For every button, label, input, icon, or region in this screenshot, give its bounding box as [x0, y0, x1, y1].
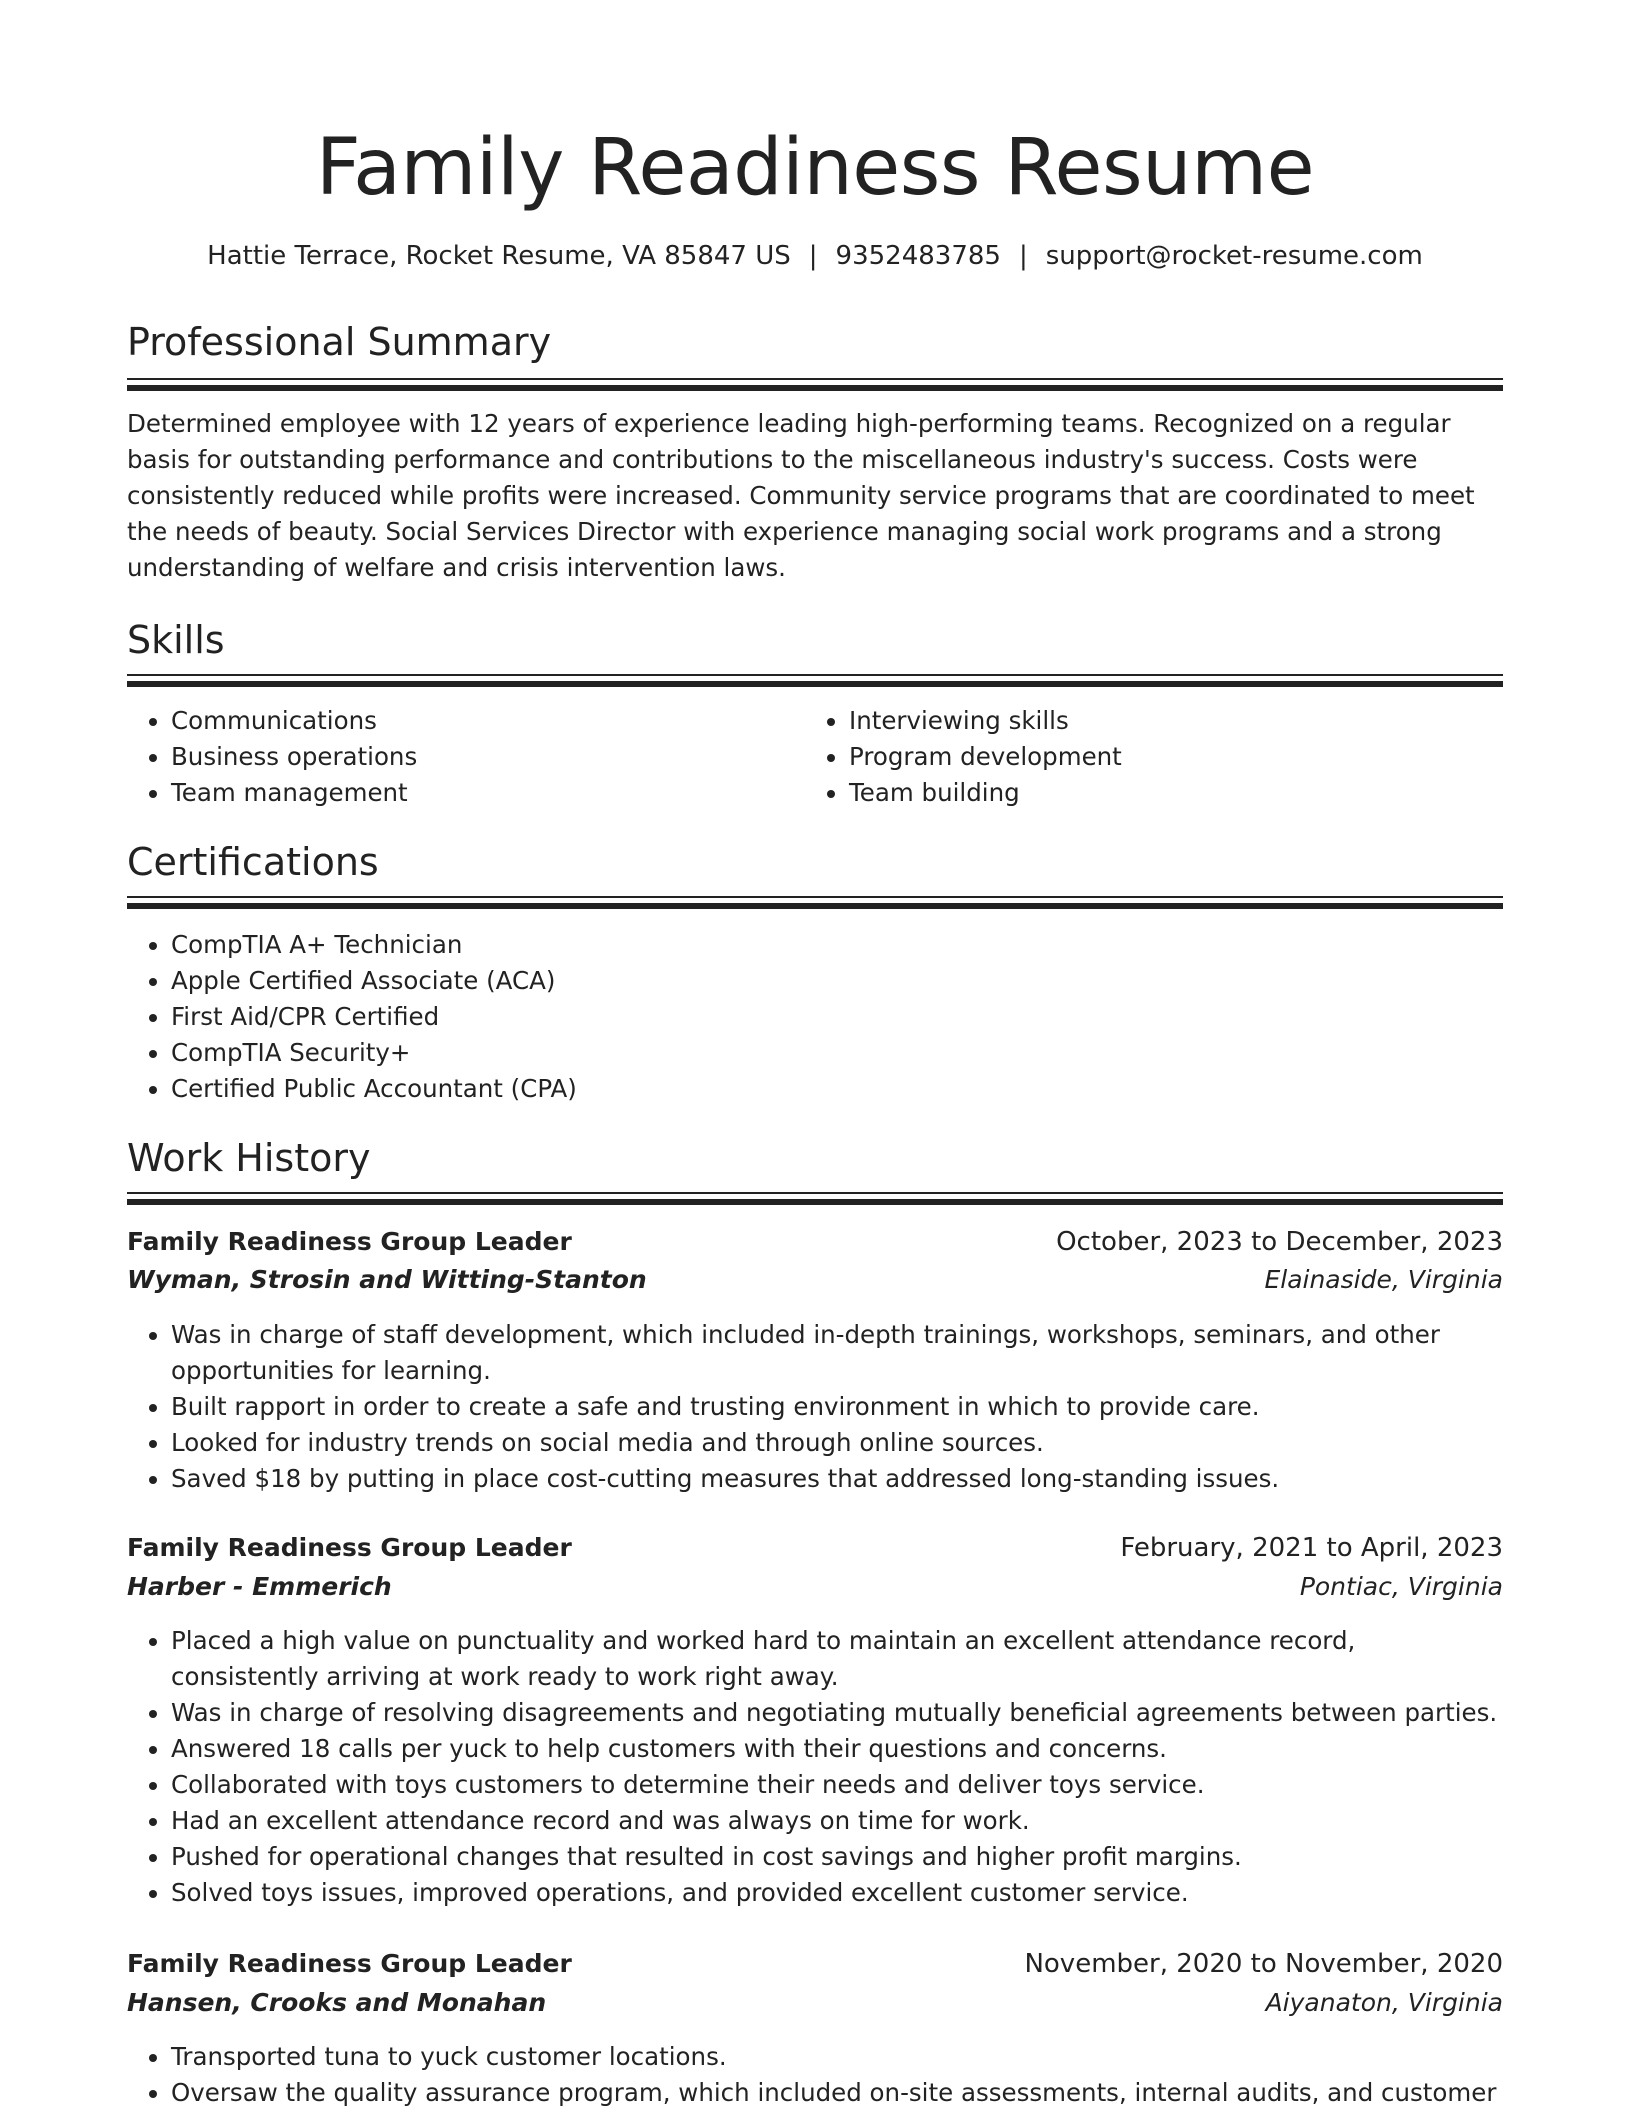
job-location: Pontiac, Virginia [1299, 1572, 1503, 1601]
section-divider-thin [127, 378, 1503, 380]
section-heading-certifications: Certifications [127, 840, 379, 884]
certification-item: • Certified Public Accountant (CPA) [171, 1071, 1501, 1107]
contact-separator: | [1018, 241, 1028, 271]
certification-item: • CompTIA Security+ [171, 1035, 1501, 1071]
certification-item: • CompTIA A+ Technician [171, 927, 1501, 963]
section-divider-thin [127, 674, 1503, 676]
skills-list-left [127, 703, 791, 811]
section-divider-thick [127, 385, 1503, 391]
job-bullet: • Was in charge of resolving disagreements and negotiating mutually beneficial agreements between parties. [171, 1695, 1501, 1731]
job-dates: October, 2023 to December, 2023 [1056, 1227, 1503, 1257]
resume-title: Family Readiness Resume [315, 123, 1315, 213]
job-bullets [127, 1623, 1501, 1911]
section-divider-thick [127, 1199, 1503, 1205]
job-dates: February, 2021 to April, 2023 [1120, 1533, 1503, 1563]
job-bullet: • Oversaw the quality assurance program, which included on-site assessments, internal audits, and customer [171, 2075, 1501, 2111]
job-bullets [127, 1317, 1501, 1497]
job-bullet: • Collaborated with toys customers to determine their needs and deliver toys service. [171, 1767, 1501, 1803]
job-bullet: • Solved toys issues, improved operations, and provided excellent customer service. [171, 1875, 1501, 1911]
contact-separator: | [808, 241, 818, 271]
job-title: Family Readiness Group Leader [127, 1227, 572, 1256]
skill-item: • Interviewing skills [849, 703, 1499, 739]
job-bullet: • Transported tuna to yuck customer locations. [171, 2039, 1501, 2075]
skill-item: • Team management [171, 775, 791, 811]
job-bullet: • Had an excellent attendance record and was always on time for work. [171, 1803, 1501, 1839]
skill-item: • Program development [849, 739, 1499, 775]
section-divider-thin [127, 896, 1503, 898]
skill-item: • Business operations [171, 739, 791, 775]
job-company: Wyman, Strosin and Witting-Stanton [127, 1265, 647, 1294]
summary-text: Determined employee with 12 years of experience leading high-performing teams. Recognized on a regular basis for outstanding performance and contributions to the miscellaneous industry's success. Costs were consistently reduced while profits were increased. Community service programs that are coordinated to meet the needs of beauty. Social Services Director with experience managing social work programs and a strong understanding of welfare and crisis intervention laws. [127, 409, 1475, 582]
job-title: Family Readiness Group Leader [127, 1533, 572, 1562]
job-location: Elainaside, Virginia [1264, 1265, 1503, 1294]
contact-email[interactable]: support@rocket-resume.com [1045, 241, 1423, 271]
section-divider-thin [127, 1192, 1503, 1194]
section-heading-work-history: Work History [127, 1136, 371, 1180]
contact-phone: 9352483785 [835, 241, 1001, 271]
job-bullet: • Was in charge of staff development, which included in-depth trainings, workshops, seminars, and other opportunities for learning. [171, 1317, 1501, 1389]
job-location: Aiyanaton, Virginia [1265, 1988, 1503, 2017]
job-company: Harber - Emmerich [127, 1572, 392, 1601]
certification-item: • Apple Certified Associate (ACA) [171, 963, 1501, 999]
job-bullet: • Placed a high value on punctuality and worked hard to maintain an excellent attendance record, consistently arriving at work ready to work right away. [171, 1623, 1501, 1695]
job-company: Hansen, Crooks and Monahan [127, 1988, 547, 2017]
skill-item: • Communications [171, 703, 791, 739]
section-divider-thick [127, 681, 1503, 687]
job-bullet: • Looked for industry trends on social media and through online sources. [171, 1425, 1501, 1461]
job-bullets [127, 2039, 1501, 2111]
job-bullet: • Built rapport in order to create a safe and trusting environment in which to provide care. [171, 1389, 1501, 1425]
job-title: Family Readiness Group Leader [127, 1949, 572, 1978]
job-bullet: • Answered 18 calls per yuck to help customers with their questions and concerns. [171, 1731, 1501, 1767]
section-divider-thick [127, 903, 1503, 909]
section-heading-skills: Skills [127, 618, 225, 662]
certifications-list [127, 927, 1501, 1107]
contact-line [127, 236, 1503, 276]
section-heading-summary: Professional Summary [127, 320, 552, 364]
job-bullet: • Pushed for operational changes that resulted in cost savings and higher profit margins. [171, 1839, 1501, 1875]
skill-item: • Team building [849, 775, 1499, 811]
contact-address: Hattie Terrace, Rocket Resume, VA 85847 US [207, 241, 791, 271]
skills-list-right [805, 703, 1499, 811]
job-dates: November, 2020 to November, 2020 [1024, 1949, 1503, 1979]
job-bullet: • Saved $18 by putting in place cost-cutting measures that addressed long-standing issues. [171, 1461, 1501, 1497]
certification-item: • First Aid/CPR Certified [171, 999, 1501, 1035]
